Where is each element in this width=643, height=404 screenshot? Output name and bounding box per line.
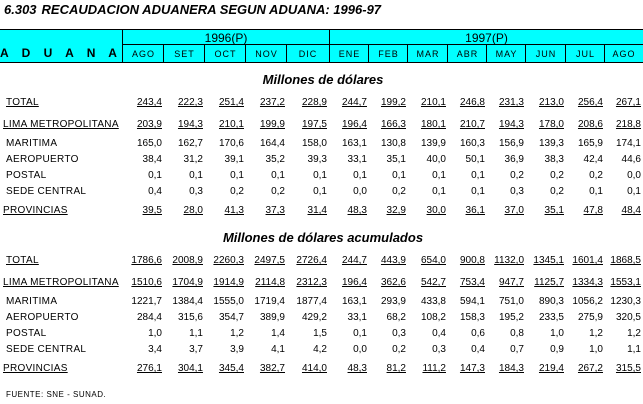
table-cell: 753,4 [459, 277, 485, 288]
table-cell: 174,1 [615, 138, 641, 149]
table-cell: 0,2 [550, 170, 564, 181]
table-cell: 1786,6 [131, 255, 162, 266]
table-cell: 170,6 [218, 138, 244, 149]
table-cell: 2497,5 [254, 255, 285, 266]
table-cell: 213,0 [538, 97, 564, 108]
table-cell: 4,1 [271, 344, 285, 355]
table-cell: 36,9 [504, 154, 524, 165]
table-cell: 382,7 [259, 363, 285, 374]
table-cell: 2114,8 [255, 277, 285, 288]
table-cell: 30,0 [426, 205, 446, 216]
table-cell: 0,3 [510, 186, 524, 197]
table-cell: 433,8 [420, 296, 446, 307]
row-label: SEDE CENTRAL [6, 344, 87, 355]
table-cell: 1719,4 [254, 296, 285, 307]
table-cell: 0,4 [471, 344, 485, 355]
table-cell: 1,2 [230, 328, 244, 339]
table-row [0, 344, 643, 358]
table-cell: 210,7 [459, 119, 485, 130]
table-cell: 243,4 [136, 97, 162, 108]
table-cell: 178,0 [538, 119, 564, 130]
table-cell: 244,7 [341, 255, 367, 266]
table-cell: 210,1 [218, 119, 244, 130]
table-cell: 42,4 [583, 154, 603, 165]
table-cell: 0,7 [510, 344, 524, 355]
table-cell: 156,9 [498, 138, 524, 149]
table-cell: 158,3 [459, 312, 485, 323]
table-cell: 162,7 [177, 138, 203, 149]
table-cell: 38,4 [142, 154, 162, 165]
table-cell: 164,4 [259, 138, 285, 149]
month-header: MAR [416, 49, 440, 59]
table-cell: 39,1 [224, 154, 244, 165]
table-cell: 2312,3 [296, 277, 327, 288]
table-cell: 594,1 [459, 296, 485, 307]
row-label: PROVINCIAS [3, 205, 68, 216]
table-cell: 81,2 [386, 363, 406, 374]
table-cell: 1,0 [589, 344, 603, 355]
table-row [0, 363, 643, 377]
row-label: MARITIMA [6, 296, 58, 307]
table-cell: 890,3 [538, 296, 564, 307]
table-cell: 158,0 [301, 138, 327, 149]
table-cell: 0,1 [353, 328, 367, 339]
table-cell: 251,4 [218, 97, 244, 108]
table-cell: 0,1 [627, 186, 641, 197]
table-row [0, 170, 643, 184]
table-row [0, 205, 643, 219]
table-cell: 1345,1 [533, 255, 564, 266]
table-cell: 1868,5 [610, 255, 641, 266]
table-cell: 0,1 [432, 170, 446, 181]
table-cell: 1,0 [148, 328, 162, 339]
table-cell: 194,3 [177, 119, 203, 130]
table-cell: 267,2 [577, 363, 603, 374]
table-cell: 1056,2 [572, 296, 603, 307]
table-cell: 48,3 [347, 363, 367, 374]
table-title: RECAUDACION ADUANERA SEGUN ADUANA: 1996-97 [41, 2, 382, 17]
month-header: DIC [298, 49, 318, 59]
table-cell: 160,3 [459, 138, 485, 149]
table-cell: 0,6 [471, 328, 485, 339]
month-header: JUL [575, 49, 595, 59]
table-cell: 1,0 [550, 328, 564, 339]
table-cell: 37,3 [265, 205, 285, 216]
table-cell: 231,3 [498, 97, 524, 108]
table-number: 6.303 [4, 2, 37, 17]
table-cell: 33,1 [347, 312, 367, 323]
table-cell: 900,8 [459, 255, 485, 266]
table-cell: 39,5 [142, 205, 162, 216]
month-header: FEB [378, 49, 399, 59]
table-cell: 0,8 [510, 328, 524, 339]
table-cell: 0,2 [392, 344, 406, 355]
table-row [0, 186, 643, 200]
table-row [0, 154, 643, 168]
table-cell: 1914,9 [213, 277, 244, 288]
row-label: POSTAL [6, 170, 47, 181]
table-cell: 35,1 [386, 154, 406, 165]
table-cell: 0,4 [432, 328, 446, 339]
table-cell: 35,2 [265, 154, 285, 165]
table-cell: 0,1 [589, 186, 603, 197]
table-cell: 1877,4 [296, 296, 327, 307]
table-cell: 237,2 [259, 97, 285, 108]
row-label: AEROPUERTO [6, 154, 79, 165]
table-cell: 1601,4 [572, 255, 603, 266]
year-1996-header: 1996(P) [204, 31, 248, 45]
month-header: ENE [338, 49, 361, 59]
month-header: MAY [495, 49, 518, 59]
table-cell: 195,2 [498, 312, 524, 323]
table-cell: 320,5 [615, 312, 641, 323]
table-cell: 31,2 [183, 154, 203, 165]
table-cell: 276,1 [136, 363, 162, 374]
table-cell: 1510,6 [131, 277, 162, 288]
table-cell: 0,2 [392, 186, 406, 197]
table-cell: 163,1 [341, 138, 367, 149]
table-cell: 947,7 [498, 277, 524, 288]
row-label: TOTAL [6, 97, 39, 108]
table-row [0, 312, 643, 326]
table-cell: 199,9 [259, 119, 285, 130]
table-cell: 35,1 [544, 205, 564, 216]
table-cell: 165,0 [136, 138, 162, 149]
table-cell: 751,0 [498, 296, 524, 307]
table-cell: 315,6 [177, 312, 203, 323]
table-cell: 244,7 [341, 97, 367, 108]
table-cell: 210,1 [420, 97, 446, 108]
year-1997-header: 1997(P) [465, 31, 508, 45]
aduana-column-header: A D U A N A [0, 46, 122, 60]
row-label: TOTAL [6, 255, 39, 266]
row-label: POSTAL [6, 328, 47, 339]
table-cell: 194,3 [498, 119, 524, 130]
table-cell: 3,7 [189, 344, 203, 355]
table-cell: 315,5 [615, 363, 641, 374]
table-cell: 3,4 [148, 344, 162, 355]
table-cell: 4,2 [313, 344, 327, 355]
table-cell: 0,1 [189, 170, 203, 181]
table-cell: 218,8 [615, 119, 641, 130]
table-cell: 197,5 [301, 119, 327, 130]
table-row [0, 138, 643, 152]
table-cell: 40,0 [426, 154, 446, 165]
row-label: AEROPUERTO [6, 312, 79, 323]
table-cell: 228,9 [301, 97, 327, 108]
table-cell: 48,3 [347, 205, 367, 216]
table-cell: 1553,1 [610, 277, 641, 288]
month-header: OCT [214, 49, 237, 59]
table-cell: 0,0 [627, 170, 641, 181]
row-label: SEDE CENTRAL [6, 186, 87, 197]
table-cell: 0,2 [230, 186, 244, 197]
table-cell: 47,8 [583, 205, 603, 216]
table-row [0, 328, 643, 342]
table-cell: 36,1 [465, 205, 485, 216]
table-cell: 1,4 [271, 328, 285, 339]
table-cell: 0,4 [148, 186, 162, 197]
table-cell: 1334,3 [572, 277, 603, 288]
table-cell: 0,1 [471, 186, 485, 197]
table-cell: 68,2 [386, 312, 406, 323]
table-cell: 31,4 [307, 205, 327, 216]
table-cell: 39,3 [307, 154, 327, 165]
table-cell: 246,8 [459, 97, 485, 108]
table-cell: 130,8 [380, 138, 406, 149]
table-cell: 542,7 [420, 277, 446, 288]
month-header: ABR [456, 49, 479, 59]
table-cell: 184,3 [498, 363, 524, 374]
table-cell: 1221,7 [131, 296, 162, 307]
table-row [0, 255, 643, 269]
table-cell: 108,2 [420, 312, 446, 323]
table-cell: 196,4 [341, 119, 367, 130]
section-title: Millones de dólares acumulados [222, 230, 424, 245]
table-cell: 28,0 [183, 205, 203, 216]
table-cell: 38,3 [544, 154, 564, 165]
table-cell: 222,3 [177, 97, 203, 108]
table-row [0, 277, 643, 291]
row-label: LIMA METROPOLITANA [3, 277, 119, 288]
table-cell: 275,9 [577, 312, 603, 323]
table-cell: 0,1 [392, 170, 406, 181]
table-row [0, 97, 643, 111]
table-cell: 48,4 [621, 205, 641, 216]
table-cell: 41,3 [224, 205, 244, 216]
table-cell: 304,1 [177, 363, 203, 374]
table-cell: 165,9 [577, 138, 603, 149]
table-cell: 37,0 [504, 205, 524, 216]
table-cell: 0,9 [550, 344, 564, 355]
month-header: SET [174, 49, 195, 59]
table-cell: 256,4 [577, 97, 603, 108]
month-header: JUN [535, 49, 557, 59]
table-cell: 139,9 [420, 138, 446, 149]
table-cell: 111,2 [422, 363, 446, 374]
table-cell: 33,1 [347, 154, 367, 165]
table-cell: 0,0 [353, 344, 367, 355]
row-label: LIMA METROPOLITANA [3, 119, 119, 130]
table-cell: 284,4 [136, 312, 162, 323]
table-cell: 166,3 [380, 119, 406, 130]
table-row [0, 119, 643, 133]
table-cell: 0,3 [432, 344, 446, 355]
table-cell: 203,9 [136, 119, 162, 130]
table-cell: 44,6 [621, 154, 641, 165]
month-header: NOV [255, 49, 278, 59]
table-cell: 0,1 [230, 170, 244, 181]
row-label: PROVINCIAS [3, 363, 68, 374]
table-cell: 219,4 [538, 363, 564, 374]
row-label: MARITIMA [6, 138, 58, 149]
table-cell: 199,2 [380, 97, 406, 108]
month-header: AGO [612, 49, 636, 59]
table-row [0, 296, 643, 310]
table-cell: 1,2 [627, 328, 641, 339]
table-cell: 267,1 [615, 97, 641, 108]
table-cell: 1,5 [313, 328, 327, 339]
table-cell: 3,9 [230, 344, 244, 355]
table-cell: 0,2 [550, 186, 564, 197]
table-cell: 0,1 [313, 186, 327, 197]
table-cell: 1,1 [189, 328, 203, 339]
table-cell: 147,3 [459, 363, 485, 374]
table-cell: 345,4 [218, 363, 244, 374]
table-cell: 2260,3 [213, 255, 244, 266]
table-cell: 1555,0 [213, 296, 244, 307]
section-title: Millones de dólares [262, 72, 384, 87]
table-cell: 1,2 [589, 328, 603, 339]
table-cell: 362,6 [380, 277, 406, 288]
table-cell: 0,2 [271, 186, 285, 197]
source-note: FUENTE: SNE - SUNAD. [6, 390, 107, 399]
page-title [4, 2, 381, 17]
table-cell: 0,1 [271, 170, 285, 181]
table-cell: 2726,4 [296, 255, 327, 266]
table-cell: 139,3 [538, 138, 564, 149]
table-cell: 0,0 [353, 186, 367, 197]
table-cell: 1230,3 [610, 296, 641, 307]
table-cell: 50,1 [465, 154, 485, 165]
table-cell: 233,5 [538, 312, 564, 323]
table-cell: 2008,9 [172, 255, 203, 266]
table-cell: 0,1 [471, 170, 485, 181]
table-cell: 0,1 [353, 170, 367, 181]
table-cell: 654,0 [420, 255, 446, 266]
table-cell: 196,4 [341, 277, 367, 288]
table-cell: 1125,7 [534, 277, 564, 288]
table-cell: 0,1 [432, 186, 446, 197]
table-cell: 389,9 [259, 312, 285, 323]
table-cell: 0,2 [510, 170, 524, 181]
table-cell: 1132,0 [494, 255, 524, 266]
table-cell: 443,9 [380, 255, 406, 266]
table-cell: 1704,9 [172, 277, 203, 288]
table-cell: 32,9 [386, 205, 406, 216]
table-cell: 0,1 [148, 170, 162, 181]
table-cell: 180,1 [420, 119, 446, 130]
table-cell: 1384,4 [172, 296, 203, 307]
table-cell: 163,1 [341, 296, 367, 307]
table-cell: 208,6 [577, 119, 603, 130]
table-cell: 1,1 [627, 344, 641, 355]
table-cell: 0,3 [392, 328, 406, 339]
table-cell: 414,0 [301, 363, 327, 374]
table-cell: 0,3 [189, 186, 203, 197]
table-cell: 0,1 [313, 170, 327, 181]
table-cell: 354,7 [218, 312, 244, 323]
table-cell: 0,2 [589, 170, 603, 181]
table-cell: 429,2 [301, 312, 327, 323]
table-cell: 293,9 [380, 296, 406, 307]
month-header: AGO [131, 49, 155, 59]
